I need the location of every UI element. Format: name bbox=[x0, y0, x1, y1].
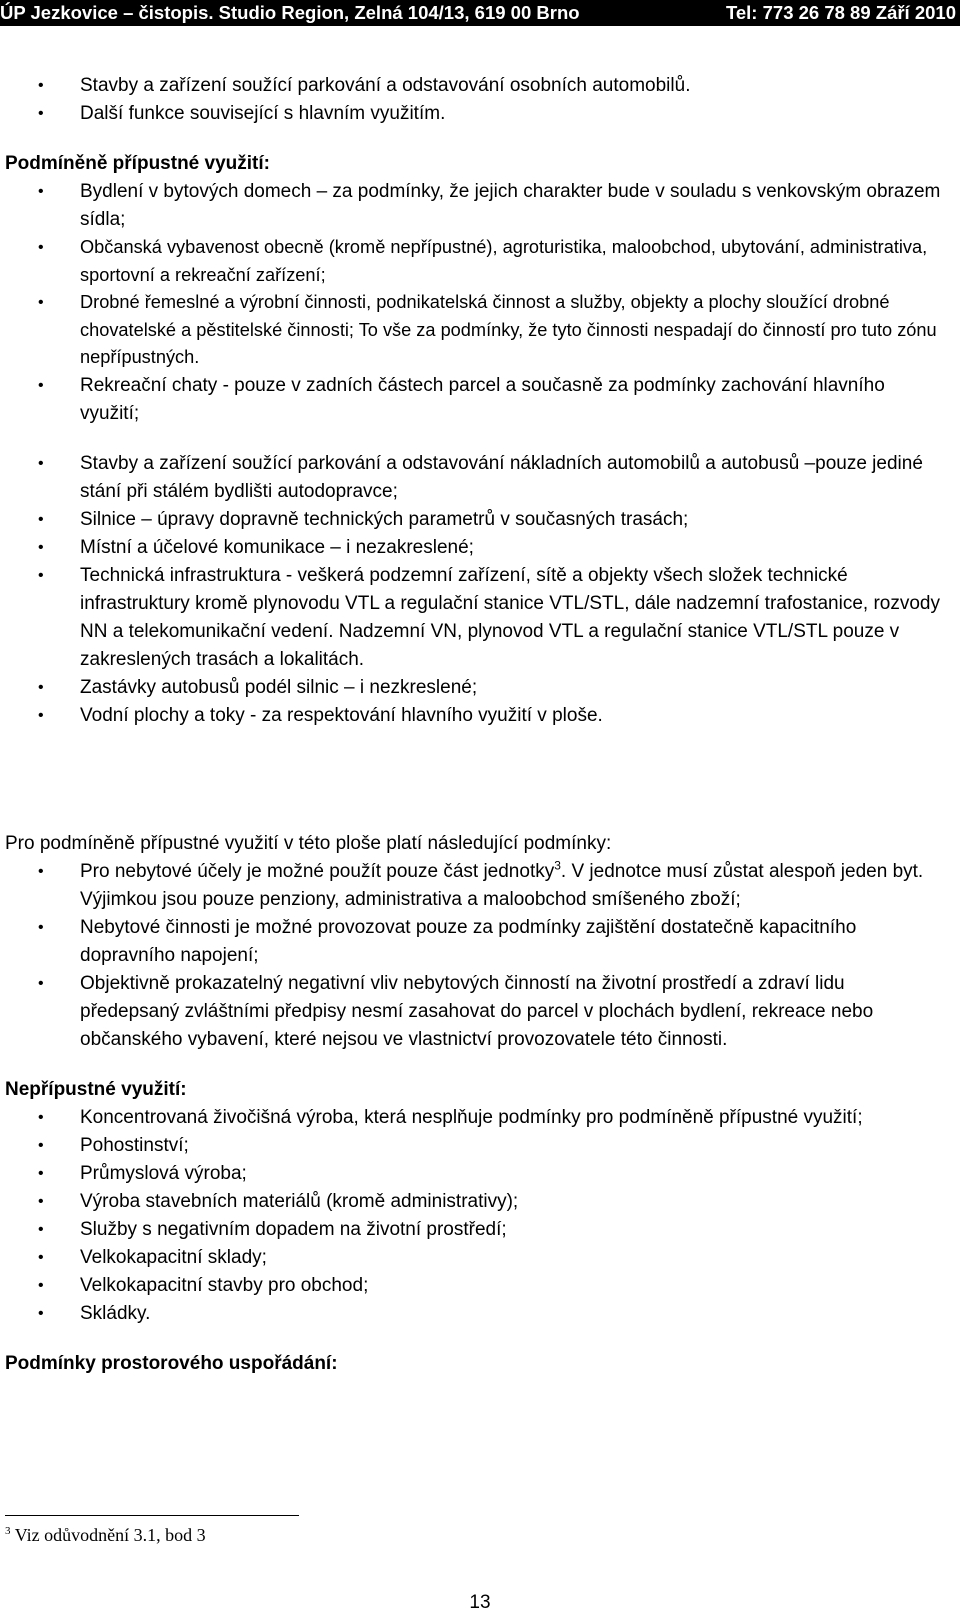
bullet-icon: • bbox=[38, 918, 44, 936]
bullet-icon: • bbox=[38, 239, 44, 256]
list-item: • Bydlení v bytových domech – za podmínky, že jejich charakter bude v souladu s venkovským obrazem sídla; bbox=[0, 178, 960, 234]
document-body bbox=[0, 72, 960, 1378]
list-item: • Služby s negativním dopadem na životní prostředí; bbox=[0, 1216, 960, 1244]
bullet-icon: • bbox=[38, 1108, 44, 1126]
list-item: • Zastávky autobusů podél silnic – i nezkreslené; bbox=[0, 674, 960, 702]
header-left-text: ÚP Jezkovice – čistopis. Studio Region, Zelná 104/13, 619 00 Brno bbox=[0, 2, 580, 23]
footnote-ref: 3 bbox=[554, 858, 561, 873]
bullet-icon: • bbox=[38, 510, 44, 528]
list-item: • Rekreační chaty - pouze v zadních částech parcel a současně za podmínky zachování hlavního využití; bbox=[0, 372, 960, 428]
list-item: • Technická infrastruktura - veškerá podzemní zařízení, sítě a objekty všech složek technické infrastruktury kromě plynovodu VTL a regulační stanice VTL/STL, dále nadzemní trafostanice, rozvody NN a telekomunikační vedení. Nadzemní VN, plynovod VTL a regulační stanice VTL/STL pouze v zakreslených trasách a lokalitách. bbox=[0, 562, 960, 674]
bullet-icon: • bbox=[38, 454, 44, 472]
bullet-icon: • bbox=[38, 294, 44, 311]
footnote-text: Viz odůvodnění 3.1, bod 3 bbox=[14, 1525, 206, 1545]
list-item: • Vodní plochy a toky - za respektování hlavního využití v ploše. bbox=[0, 702, 960, 730]
page-number: 13 bbox=[469, 1592, 491, 1613]
conditions-intro: Pro podmíněně přípustné využití v této ploše platí následující podmínky: bbox=[5, 832, 612, 854]
bullet-icon: • bbox=[38, 678, 44, 696]
list-item: • Stavby a zařízení soužící parkování a odstavování nákladních automobilů a autobusů –pouze jediné stání při stálém bydlišti autodopravce; bbox=[0, 450, 960, 506]
bullet-icon: • bbox=[38, 1136, 44, 1154]
list-item: • Velkokapacitní sklady; bbox=[0, 1244, 960, 1272]
bullet-icon: • bbox=[38, 1220, 44, 1238]
bullet-icon: • bbox=[38, 1248, 44, 1266]
list-item: • Koncentrovaná živočišná výroba, která nesplňuje podmínky pro podmíněně přípustné využití; bbox=[0, 1104, 960, 1132]
list-item: • Drobné řemeslné a výrobní činnosti, podnikatelská činnost a služby, objekty a plochy sloužící drobné chovatelské a pěstitelské činnosti; To vše za podmínky, že tyto činnosti nespadají do činností pro tuto zónu nepřípustných. bbox=[0, 289, 960, 372]
list-item: • Stavby a zařízení soužící parkování a odstavování osobních automobilů. bbox=[0, 72, 960, 100]
list-item: • Pro nebytové účely je možné použít pouze část jednotky$^3$. V jednotce musí zůstat alespoň jeden byt. Výjimkou jsou pouze penziony, administrativa a maloobchod smíšeného zboží; bbox=[38, 858, 924, 910]
bullet-icon: • bbox=[38, 1192, 44, 1210]
bullet-icon: • bbox=[38, 1304, 44, 1322]
bullet-icon: • bbox=[38, 1276, 44, 1294]
list-item: • Velkokapacitní stavby pro obchod; bbox=[0, 1272, 960, 1300]
list-item: • Další funkce související s hlavním využitím. bbox=[0, 100, 960, 128]
conditional-use-heading: Podmíněně přípustné využití: bbox=[5, 153, 270, 174]
bullet-icon: • bbox=[38, 538, 44, 556]
list-item: • Občanská vybavenost obecně (kromě nepřípustné), agroturistika, maloobchod, ubytování, administrativa, sportovní a rekreační zařízení; bbox=[0, 234, 960, 289]
bullet-icon: • bbox=[38, 862, 44, 880]
conditions-list bbox=[0, 858, 960, 1054]
conditional-use-list-b bbox=[0, 450, 960, 730]
list-item: • Skládky. bbox=[0, 1300, 960, 1328]
bullet-icon: • bbox=[38, 77, 44, 94]
bullet-icon: • bbox=[38, 706, 44, 724]
page-header bbox=[0, 0, 960, 26]
bullet-icon: • bbox=[38, 105, 44, 122]
list-item: • Průmyslová výroba; bbox=[0, 1160, 960, 1188]
list-item: • Výroba stavebních materiálů (kromě administrativy); bbox=[0, 1188, 960, 1216]
use-list bbox=[0, 72, 960, 128]
list-item: • Pohostinství; bbox=[0, 1132, 960, 1160]
bullet-icon: • bbox=[38, 376, 44, 394]
header-right-text: Tel: 773 26 78 89 Září 2010 bbox=[725, 2, 956, 23]
bullet-icon: • bbox=[38, 974, 44, 992]
spatial-conditions-heading: Podmínky prostorového uspořádání: bbox=[5, 1352, 338, 1374]
list-item: • Nebytové činnosti je možné provozovat pouze za podmínky zajištění dostatečně kapacitního dopravního napojení; bbox=[0, 914, 960, 970]
conditional-use-list bbox=[0, 178, 960, 428]
footnote bbox=[5, 1525, 206, 1546]
bullet-icon: • bbox=[38, 566, 44, 584]
prohibited-use-heading: Nepřípustné využití: bbox=[5, 1078, 187, 1100]
footnote-divider bbox=[5, 1515, 299, 1516]
prohibited-use-list bbox=[0, 1104, 960, 1328]
footnote-number: 3 bbox=[5, 1525, 11, 1537]
list-item: • Silnice – úpravy dopravně technických parametrů v současných trasách; bbox=[0, 506, 960, 534]
bullet-icon: • bbox=[38, 1164, 44, 1182]
list-item: • Místní a účelové komunikace – i nezakreslené; bbox=[0, 534, 960, 562]
bullet-icon: • bbox=[38, 183, 44, 200]
list-item: • Objektivně prokazatelný negativní vliv nebytových činností na životní prostředí a zdraví lidu předepsaný zvláštními předpisy nesmí zasahovat do parcel v plochách bydlení, rekreace nebo občanského vybavení, které nejsou ve vlastnictví provozovatele této činnosti. bbox=[0, 970, 960, 1054]
